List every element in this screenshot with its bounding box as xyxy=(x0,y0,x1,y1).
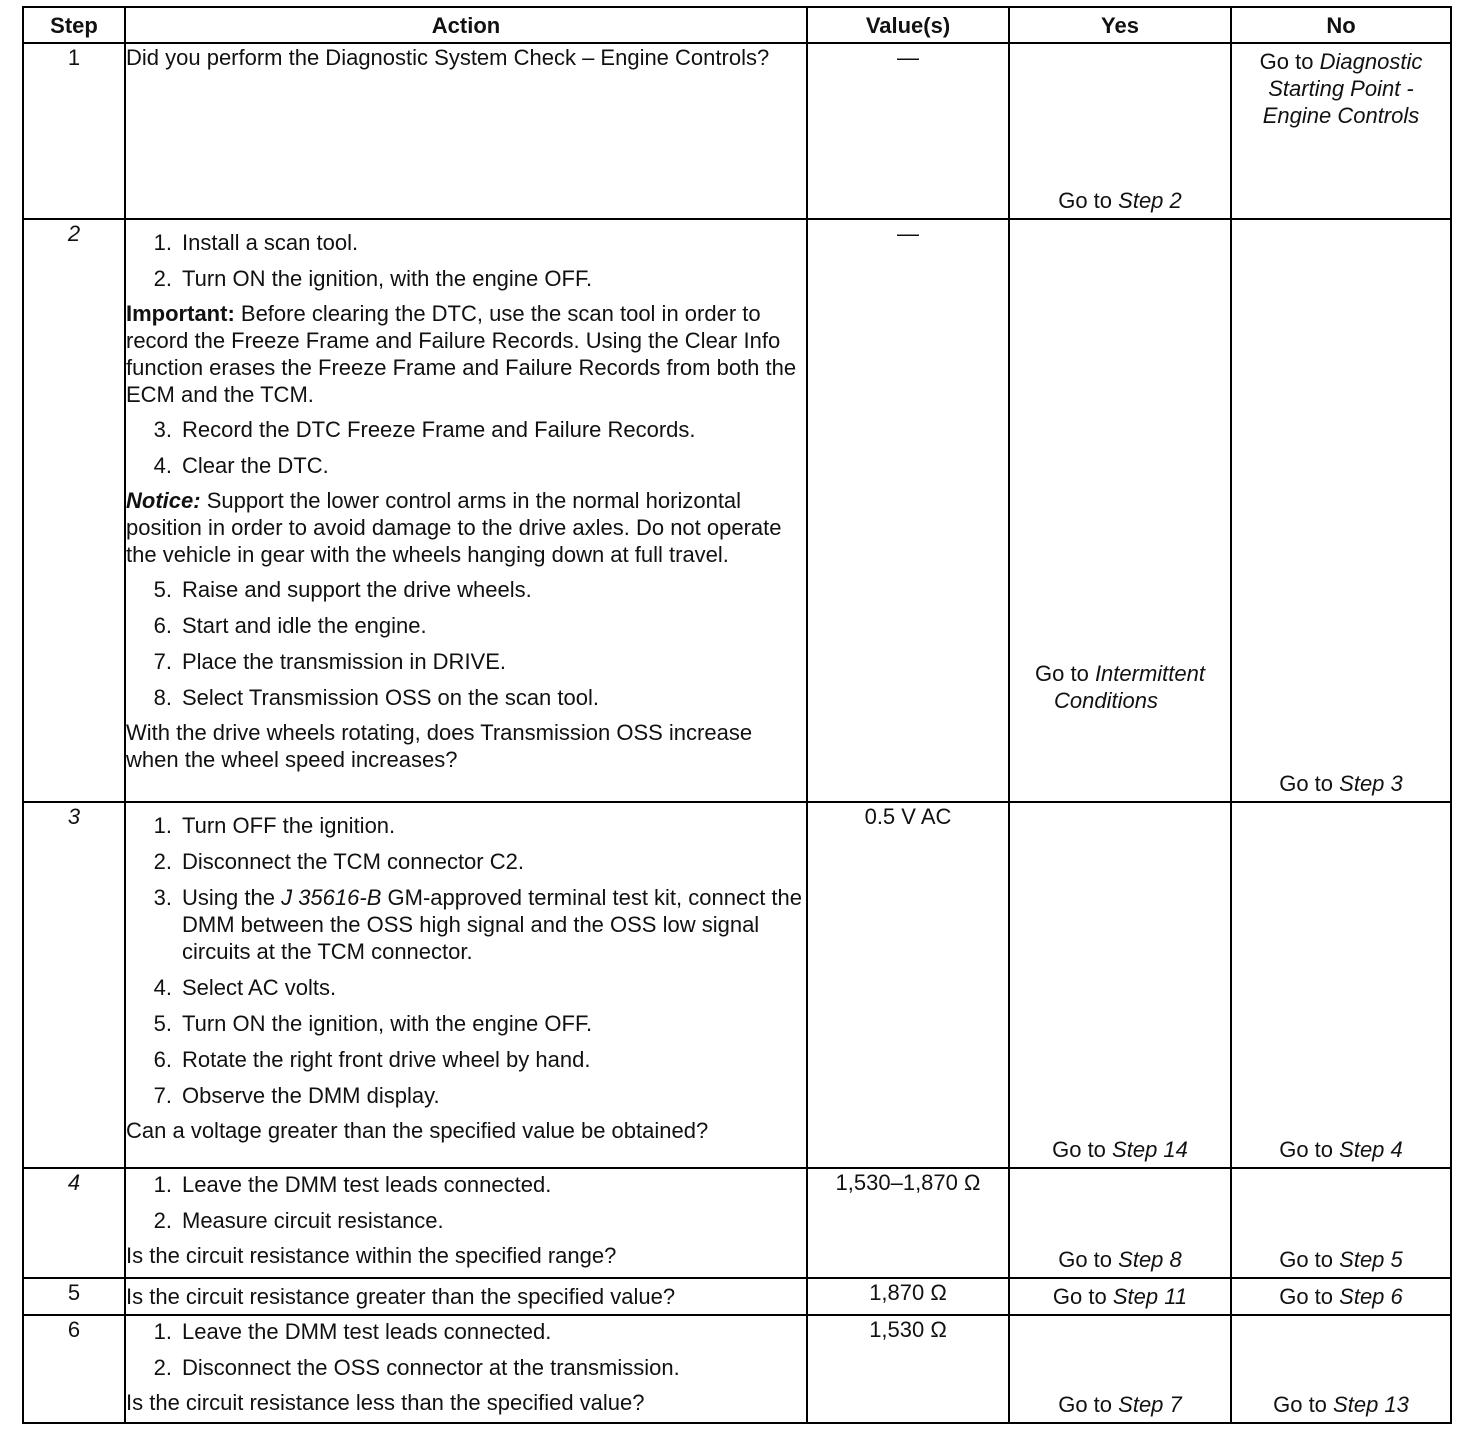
table-row xyxy=(23,1315,1451,1423)
step-number: 5 xyxy=(23,1278,125,1315)
table-row xyxy=(23,1278,1451,1315)
no-link[interactable]: Go to Step 4 xyxy=(1279,1137,1403,1162)
list-item: 1. Install a scan tool. xyxy=(153,230,359,255)
list-item: 7. Observe the DMM display. xyxy=(153,1083,440,1108)
no-link[interactable]: Go to Step 6 xyxy=(1279,1284,1403,1309)
question-text: With the drive wheels rotating, does Transmission OSS increase when the wheel speed increases? xyxy=(126,720,753,772)
step-number: 4 xyxy=(23,1168,125,1278)
no-cell xyxy=(1231,802,1451,1168)
no-cell xyxy=(1231,219,1451,802)
header-step: Step xyxy=(23,7,125,43)
action-cell xyxy=(125,219,807,802)
action-cell xyxy=(125,43,807,219)
question-text: Did you perform the Diagnostic System Check – Engine Controls? xyxy=(126,45,770,70)
yes-cell xyxy=(1009,802,1231,1168)
value-cell: 1,870 Ω xyxy=(807,1278,1009,1315)
question-text: Can a voltage greater than the specified value be obtained? xyxy=(126,1118,709,1143)
yes-cell xyxy=(1009,219,1231,802)
table-row xyxy=(23,43,1451,219)
no-cell xyxy=(1231,43,1451,219)
no-cell xyxy=(1231,1315,1451,1423)
list-item: 5. Turn ON the ignition, with the engine OFF. xyxy=(153,1011,593,1036)
no-link[interactable]: Go to Step 13 xyxy=(1273,1392,1409,1417)
step-number: 3 xyxy=(23,802,125,1168)
list-item: 4. Clear the DTC. xyxy=(153,453,329,478)
no-cell xyxy=(1231,1168,1451,1278)
action-cell xyxy=(125,802,807,1168)
list-item: 4. Select AC volts. xyxy=(153,975,337,1000)
yes-link[interactable]: Go to Step 7 xyxy=(1058,1392,1182,1417)
table-row xyxy=(23,1168,1451,1278)
list-item: 6. Rotate the right front drive wheel by hand. xyxy=(153,1047,591,1072)
list-item: 2. Measure circuit resistance. xyxy=(153,1208,444,1233)
header-values: Value(s) xyxy=(807,7,1009,43)
header-action: Action xyxy=(125,7,807,43)
no-link[interactable]: Go to Step 5 xyxy=(1279,1247,1403,1272)
yes-cell xyxy=(1009,1168,1231,1278)
action-cell xyxy=(125,1315,807,1423)
yes-cell xyxy=(1009,43,1231,219)
header-yes: Yes xyxy=(1009,7,1231,43)
no-link[interactable]: Go to Step 3 xyxy=(1279,771,1403,796)
procedure-list xyxy=(126,229,806,292)
important-note: Important: Before clearing the DTC, use the scan tool in order to record the Freeze Frame and Failure Records. Using the Clear Info function erases the Freeze Frame and Failure Records from both the ECM and the TCM. xyxy=(126,301,797,407)
step-number: 2 xyxy=(23,219,125,802)
procedure-list xyxy=(126,812,806,1109)
table-row xyxy=(23,802,1451,1168)
yes-link[interactable]: Go to Step 11 xyxy=(1052,1284,1188,1309)
list-item: 1. Leave the DMM test leads connected. xyxy=(153,1319,552,1344)
no-link[interactable]: Go to Diagnostic Starting Point - Engine Controls xyxy=(1259,49,1423,128)
step-number: 1 xyxy=(23,43,125,219)
notice-note: Notice: Support the lower control arms in the normal horizontal position in order to avoid damage to the drive axles. Do not operate the vehicle in gear with the wheels hanging down at full travel. xyxy=(126,488,782,567)
yes-link[interactable]: Go to Step 2 xyxy=(1058,188,1182,213)
procedure-list xyxy=(126,576,806,711)
question-text: Is the circuit resistance within the specified range? xyxy=(126,1243,617,1268)
value-cell: — xyxy=(807,219,1009,802)
list-item: 3. Using the J 35616-B GM-approved terminal test kit, connect the DMM between the OSS high signal and the OSS low signal circuits at the TCM connector. xyxy=(153,885,803,964)
diagnostic-table xyxy=(22,6,1452,1424)
table-row xyxy=(23,219,1451,802)
value-cell: — xyxy=(807,43,1009,219)
list-item: 8. Select Transmission OSS on the scan tool. xyxy=(153,685,599,710)
list-item: 1. Leave the DMM test leads connected. xyxy=(153,1172,552,1197)
yes-cell xyxy=(1009,1278,1231,1315)
question-text: Is the circuit resistance greater than the specified value? xyxy=(126,1284,676,1309)
procedure-list xyxy=(126,416,806,479)
step-number: 6 xyxy=(23,1315,125,1423)
header-row xyxy=(23,7,1451,43)
list-item: 2. Disconnect the OSS connector at the transmission. xyxy=(153,1355,680,1380)
procedure-list xyxy=(126,1171,806,1234)
value-cell: 0.5 V AC xyxy=(807,802,1009,1168)
question-text: Is the circuit resistance less than the specified value? xyxy=(126,1390,645,1415)
action-cell xyxy=(125,1168,807,1278)
list-item: 1. Turn OFF the ignition. xyxy=(153,813,396,838)
yes-cell xyxy=(1009,1315,1231,1423)
yes-link[interactable]: Go to Intermittent Conditions xyxy=(1035,661,1205,713)
yes-link[interactable]: Go to Step 8 xyxy=(1058,1247,1182,1272)
procedure-list xyxy=(126,1318,806,1381)
list-item: 7. Place the transmission in DRIVE. xyxy=(153,649,507,674)
list-item: 5. Raise and support the drive wheels. xyxy=(153,577,532,602)
list-item: 2. Turn ON the ignition, with the engine OFF. xyxy=(153,266,593,291)
action-cell xyxy=(125,1278,807,1315)
list-item: 3. Record the DTC Freeze Frame and Failure Records. xyxy=(153,417,696,442)
list-item: 6. Start and idle the engine. xyxy=(153,613,427,638)
yes-link[interactable]: Go to Step 14 xyxy=(1052,1137,1188,1162)
list-item: 2. Disconnect the TCM connector C2. xyxy=(153,849,524,874)
no-cell xyxy=(1231,1278,1451,1315)
header-no: No xyxy=(1231,7,1451,43)
value-cell: 1,530 Ω xyxy=(807,1315,1009,1423)
value-cell: 1,530–1,870 Ω xyxy=(807,1168,1009,1278)
